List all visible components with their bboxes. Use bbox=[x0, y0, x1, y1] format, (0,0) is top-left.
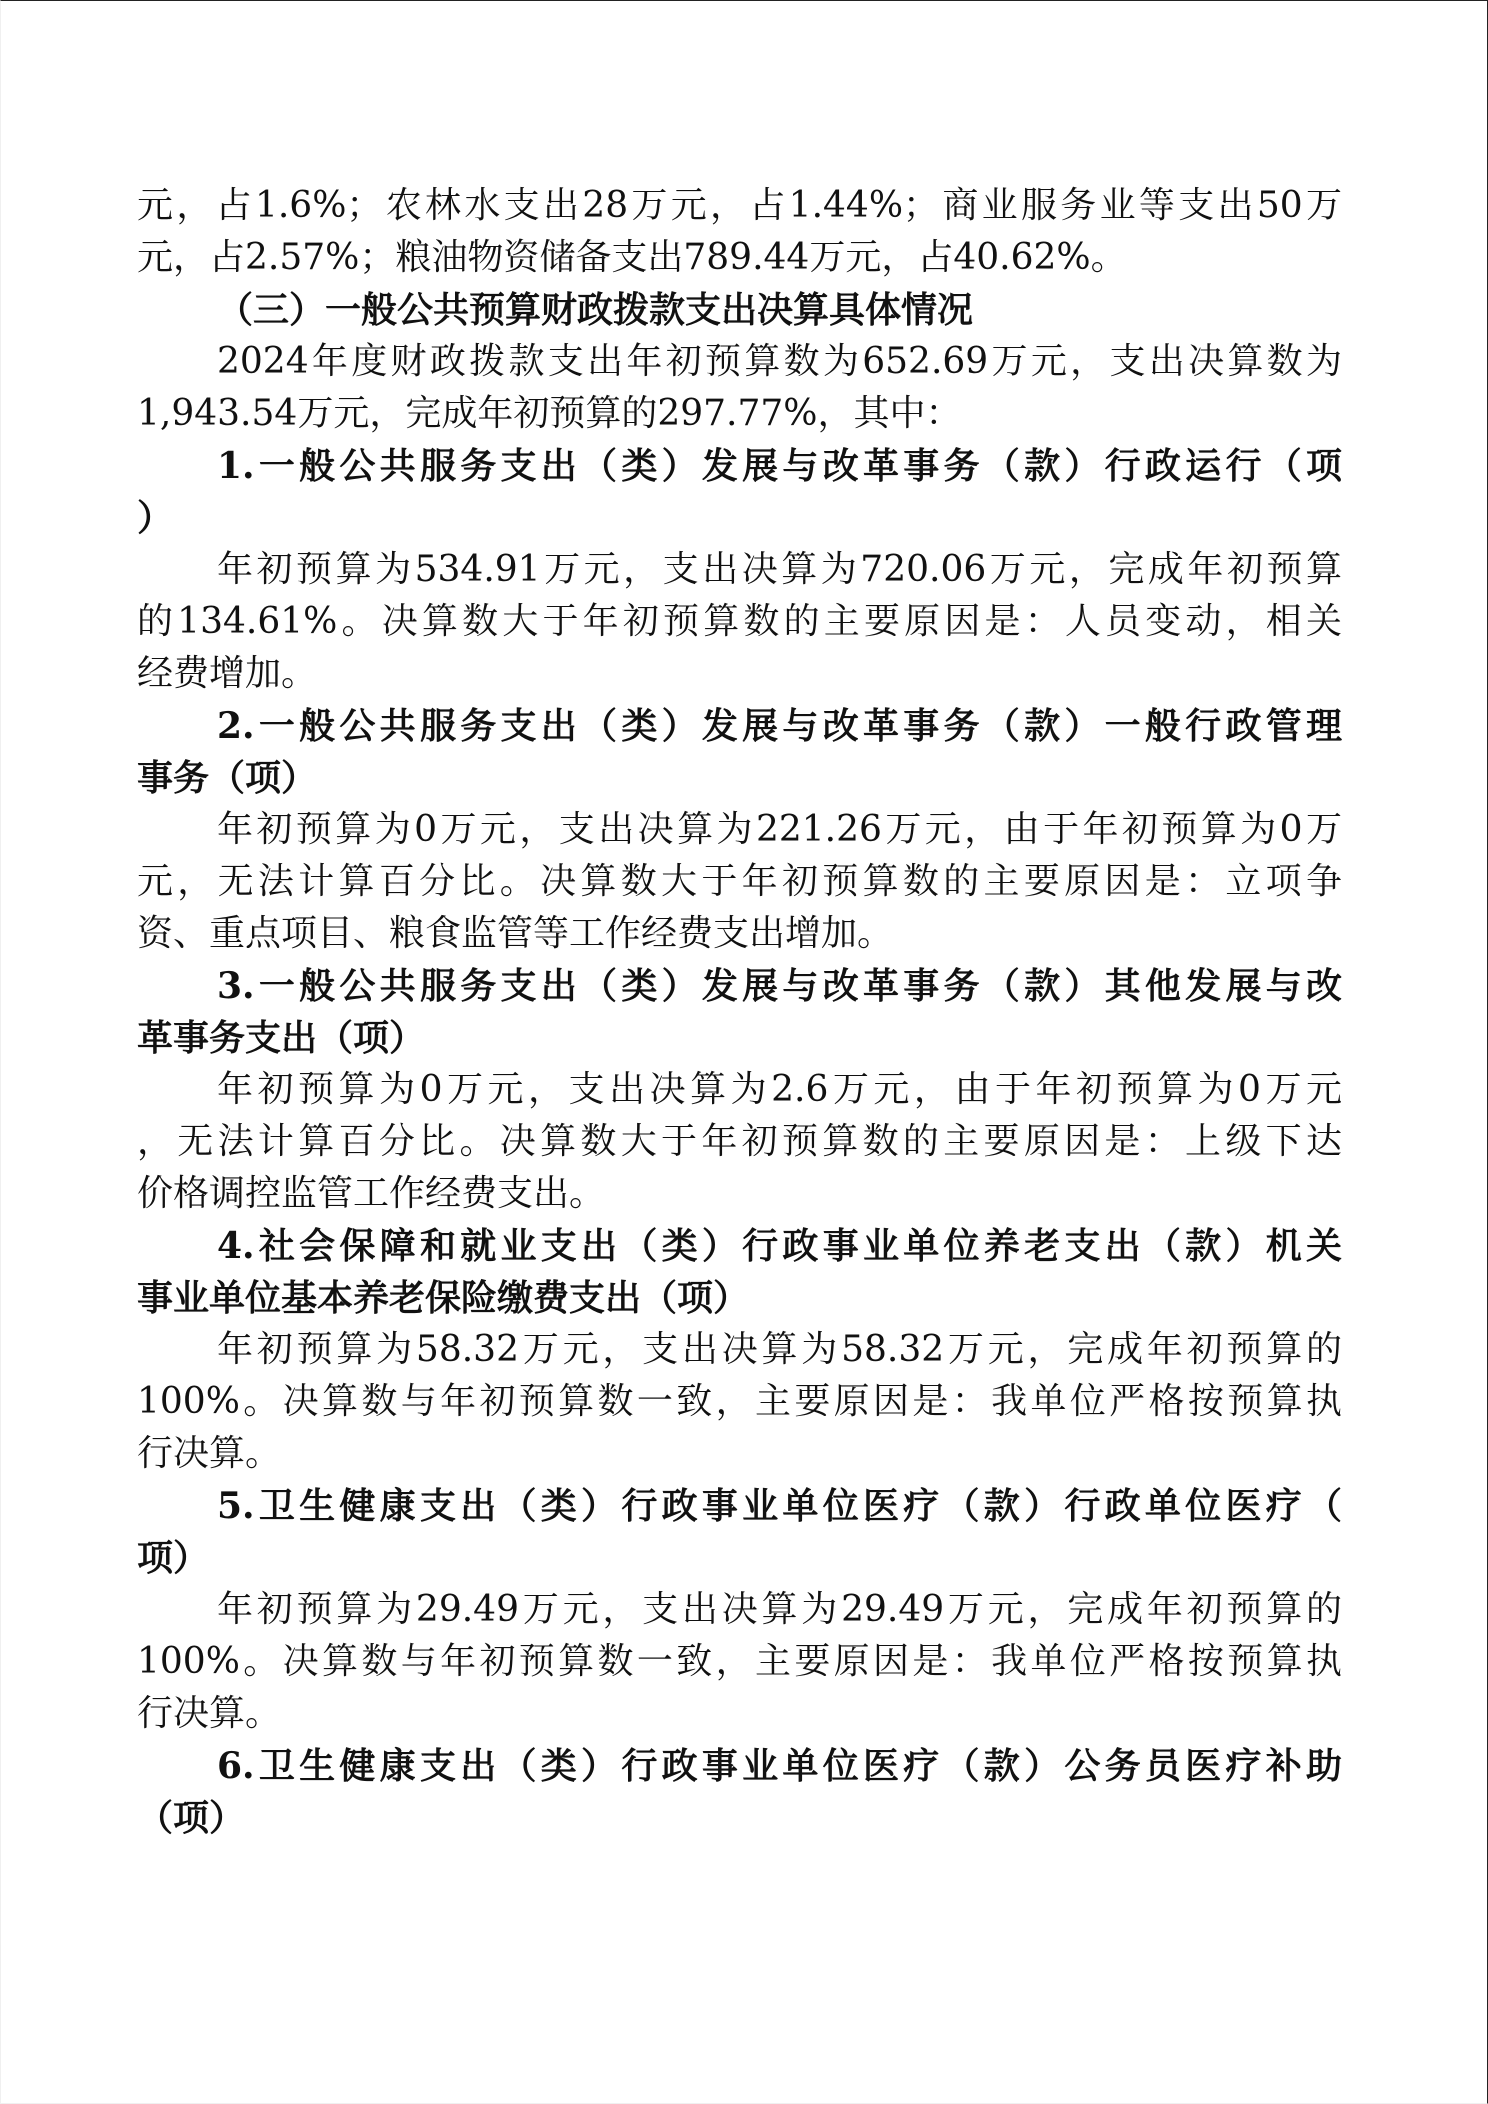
body-text-line: 价格调控监管工作经费支出。 bbox=[137, 1173, 606, 1214]
body-text-line: 资、重点项目、粮食监管等工作经费支出增加。 bbox=[137, 913, 894, 954]
body-text-line: 1,943.54万元，完成年初预算的297.77%，其中： bbox=[137, 393, 962, 434]
body-text-line: 元，占2.57%；粮油物资储备支出789.44万元，占40.62%。 bbox=[137, 237, 1127, 278]
body-text-line: 行决算。 bbox=[137, 1433, 282, 1474]
section-heading-line: ） bbox=[137, 497, 174, 539]
section-heading-line: 5.卫生健康支出（类）行政事业单位医疗（款）行政单位医疗（ bbox=[217, 1485, 1342, 1527]
section-heading-line: 2.一般公共服务支出（类）发展与改革事务（款）一般行政管理 bbox=[217, 705, 1342, 747]
document-body bbox=[137, 180, 1342, 1844]
body-text-line: 的134.61%。决算数大于年初预算数的主要原因是：人员变动，相关 bbox=[137, 601, 1342, 642]
body-text-line: 年初预算为29.49万元，支出决算为29.49万元，完成年初预算的 bbox=[217, 1589, 1342, 1630]
section-heading-line: 4.社会保障和就业支出（类）行政事业单位养老支出（款）机关 bbox=[217, 1225, 1342, 1267]
body-text-line: 元，无法计算百分比。决算数大于年初预算数的主要原因是：立项争 bbox=[137, 861, 1342, 902]
section-heading-line: 项） bbox=[137, 1537, 210, 1579]
body-text-line: 元，占1.6%；农林水支出28万元，占1.44%；商业服务业等支出50万 bbox=[137, 185, 1342, 226]
section-heading-line: 革事务支出（项） bbox=[137, 1017, 426, 1059]
body-text-line: 年初预算为534.91万元，支出决算为720.06万元，完成年初预算 bbox=[217, 549, 1342, 590]
body-text-line: 100%。决算数与年初预算数一致，主要原因是：我单位严格按预算执 bbox=[137, 1641, 1342, 1682]
body-text-line: 100%。决算数与年初预算数一致，主要原因是：我单位严格按预算执 bbox=[137, 1381, 1342, 1422]
section-heading-line: 1.一般公共服务支出（类）发展与改革事务（款）行政运行（项 bbox=[217, 445, 1342, 487]
body-text-line: 2024年度财政拨款支出年初预算数为652.69万元，支出决算数为 bbox=[217, 341, 1342, 382]
section-heading-line: 6.卫生健康支出（类）行政事业单位医疗（款）公务员医疗补助 bbox=[217, 1745, 1342, 1787]
body-text-line: 年初预算为0万元，支出决算为2.6万元，由于年初预算为0万元 bbox=[217, 1069, 1342, 1110]
section-heading-line: 事业单位基本养老保险缴费支出（项） bbox=[137, 1277, 750, 1319]
section-heading-line: （三）一般公共预算财政拨款支出决算具体情况 bbox=[217, 289, 974, 331]
body-text-line: 经费增加。 bbox=[137, 653, 318, 694]
body-text-line: 年初预算为58.32万元，支出决算为58.32万元，完成年初预算的 bbox=[217, 1329, 1342, 1370]
body-text-line: 年初预算为0万元，支出决算为221.26万元，由于年初预算为0万 bbox=[217, 809, 1342, 850]
body-text-line: 行决算。 bbox=[137, 1693, 282, 1734]
section-heading-line: 3.一般公共服务支出（类）发展与改革事务（款）其他发展与改 bbox=[217, 965, 1342, 1007]
body-text-line: ，无法计算百分比。决算数大于年初预算数的主要原因是：上级下达 bbox=[137, 1121, 1342, 1162]
section-heading-line: （项） bbox=[137, 1797, 246, 1839]
section-heading-line: 事务（项） bbox=[137, 757, 318, 799]
